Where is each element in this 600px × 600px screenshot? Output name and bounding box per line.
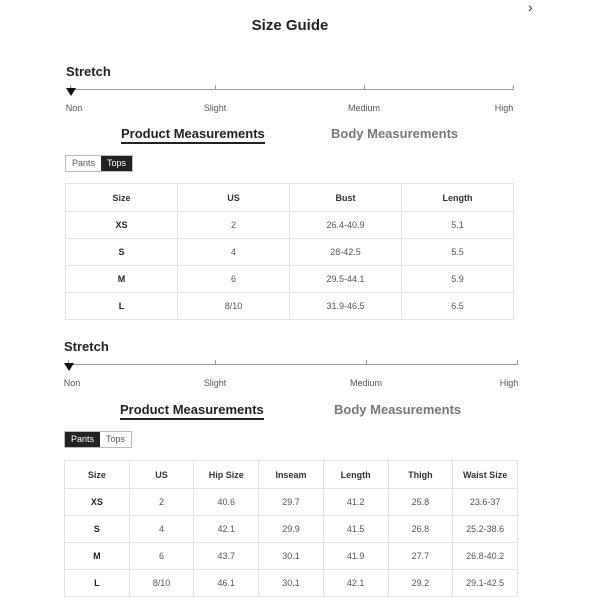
column-header: Inseam [259, 461, 324, 489]
table-cell: 26.4-40.9 [290, 212, 402, 239]
table-cell: 25.8 [388, 489, 453, 516]
table-cell: 31.9-46.5 [290, 293, 402, 320]
table-cell: 5.9 [402, 266, 514, 293]
category-toggle [64, 431, 132, 448]
table-row [65, 489, 518, 516]
table-cell: S [66, 239, 178, 266]
toggle-tops[interactable]: Tops [100, 432, 131, 447]
scale-label-non: Non [63, 378, 81, 388]
scale-tick [513, 85, 514, 90]
table-cell: 29.7 [259, 489, 324, 516]
table-row [65, 516, 518, 543]
scale-label-medium: Medium [347, 103, 381, 113]
table-row [66, 239, 514, 266]
table-row [66, 212, 514, 239]
table-row [66, 293, 514, 320]
table-cell: 6.5 [402, 293, 514, 320]
table-cell: 5.5 [402, 239, 514, 266]
stretch-scale-line [68, 364, 518, 365]
scale-tick [517, 360, 518, 365]
stretch-scale-line [70, 89, 514, 90]
column-header: US [129, 461, 194, 489]
table-header-row [65, 461, 518, 489]
tab-product-measurements[interactable]: Product Measurements [120, 402, 264, 420]
table-cell: 6 [178, 266, 290, 293]
page-title: Size Guide [251, 17, 329, 34]
table-cell: 46.1 [194, 570, 259, 597]
table-row [65, 543, 518, 570]
table-cell: 8/10 [129, 570, 194, 597]
scale-label-medium: Medium [349, 378, 383, 388]
scale-label-slight: Slight [203, 378, 227, 388]
table-cell: S [65, 516, 130, 543]
stretch-scale [65, 65, 514, 113]
column-header: Hip Size [194, 461, 259, 489]
table-cell: 41.2 [323, 489, 388, 516]
stretch-level-marker-icon [66, 88, 76, 96]
table-cell: M [65, 543, 130, 570]
table-cell: 2 [129, 489, 194, 516]
tab-product-measurements[interactable]: Product Measurements [121, 126, 265, 144]
table-cell: 26.8-40.2 [453, 543, 518, 570]
toggle-pants[interactable]: Pants [66, 156, 101, 171]
scale-tick [364, 85, 365, 90]
table-cell: 42.1 [323, 570, 388, 597]
category-toggle [65, 155, 133, 172]
table-cell: 26.8 [388, 516, 453, 543]
table-cell: XS [66, 212, 178, 239]
column-header: US [178, 184, 290, 212]
table-row [65, 570, 518, 597]
table-cell: 5.1 [402, 212, 514, 239]
tab-body-measurements[interactable]: Body Measurements [331, 126, 459, 141]
table-cell: 4 [178, 239, 290, 266]
table-cell: 8/10 [178, 293, 290, 320]
scale-tick [366, 360, 367, 365]
table-cell: 40.6 [194, 489, 259, 516]
table-cell: 28-42.5 [290, 239, 402, 266]
column-header: Length [323, 461, 388, 489]
table-cell: 29.1-42.5 [453, 570, 518, 597]
table-cell: 41.5 [323, 516, 388, 543]
size-table-pants [64, 460, 518, 597]
stretch-title: Stretch [66, 64, 111, 79]
table-cell: M [66, 266, 178, 293]
table-cell: XS [65, 489, 130, 516]
table-cell: 29.9 [259, 516, 324, 543]
column-header: Thigh [388, 461, 453, 489]
scale-tick [215, 360, 216, 365]
scale-label-high: High [494, 103, 514, 113]
table-cell: L [65, 570, 130, 597]
table-cell: 6 [129, 543, 194, 570]
column-header: Size [65, 461, 130, 489]
table-cell: 41.9 [323, 543, 388, 570]
table-cell: 23.6-37 [453, 489, 518, 516]
table-cell: 43.7 [194, 543, 259, 570]
chevron-right-icon[interactable]: › [528, 0, 533, 15]
table-cell: 30.1 [259, 570, 324, 597]
column-header: Waist Size [453, 461, 518, 489]
table-cell: 29.2 [388, 570, 453, 597]
table-cell: 25.2-38.6 [453, 516, 518, 543]
table-row [66, 266, 514, 293]
table-cell: 27.7 [388, 543, 453, 570]
toggle-pants[interactable]: Pants [65, 432, 100, 447]
scale-label-non: Non [65, 103, 83, 113]
stretch-level-marker-icon [64, 363, 74, 371]
table-header-row [66, 184, 514, 212]
toggle-tops[interactable]: Tops [101, 156, 132, 171]
stretch-scale [63, 340, 519, 388]
table-cell: 4 [129, 516, 194, 543]
scale-tick [215, 85, 216, 90]
table-cell: 29.5-44.1 [290, 266, 402, 293]
scale-label-slight: Slight [203, 103, 227, 113]
scale-label-high: High [499, 378, 519, 388]
stretch-title: Stretch [64, 339, 109, 354]
column-header: Size [66, 184, 178, 212]
table-cell: 2 [178, 212, 290, 239]
size-table-tops [65, 183, 514, 320]
column-header: Length [402, 184, 514, 212]
column-header: Bust [290, 184, 402, 212]
table-cell: 42.1 [194, 516, 259, 543]
tab-body-measurements[interactable]: Body Measurements [334, 402, 462, 417]
table-cell: L [66, 293, 178, 320]
table-cell: 30.1 [259, 543, 324, 570]
